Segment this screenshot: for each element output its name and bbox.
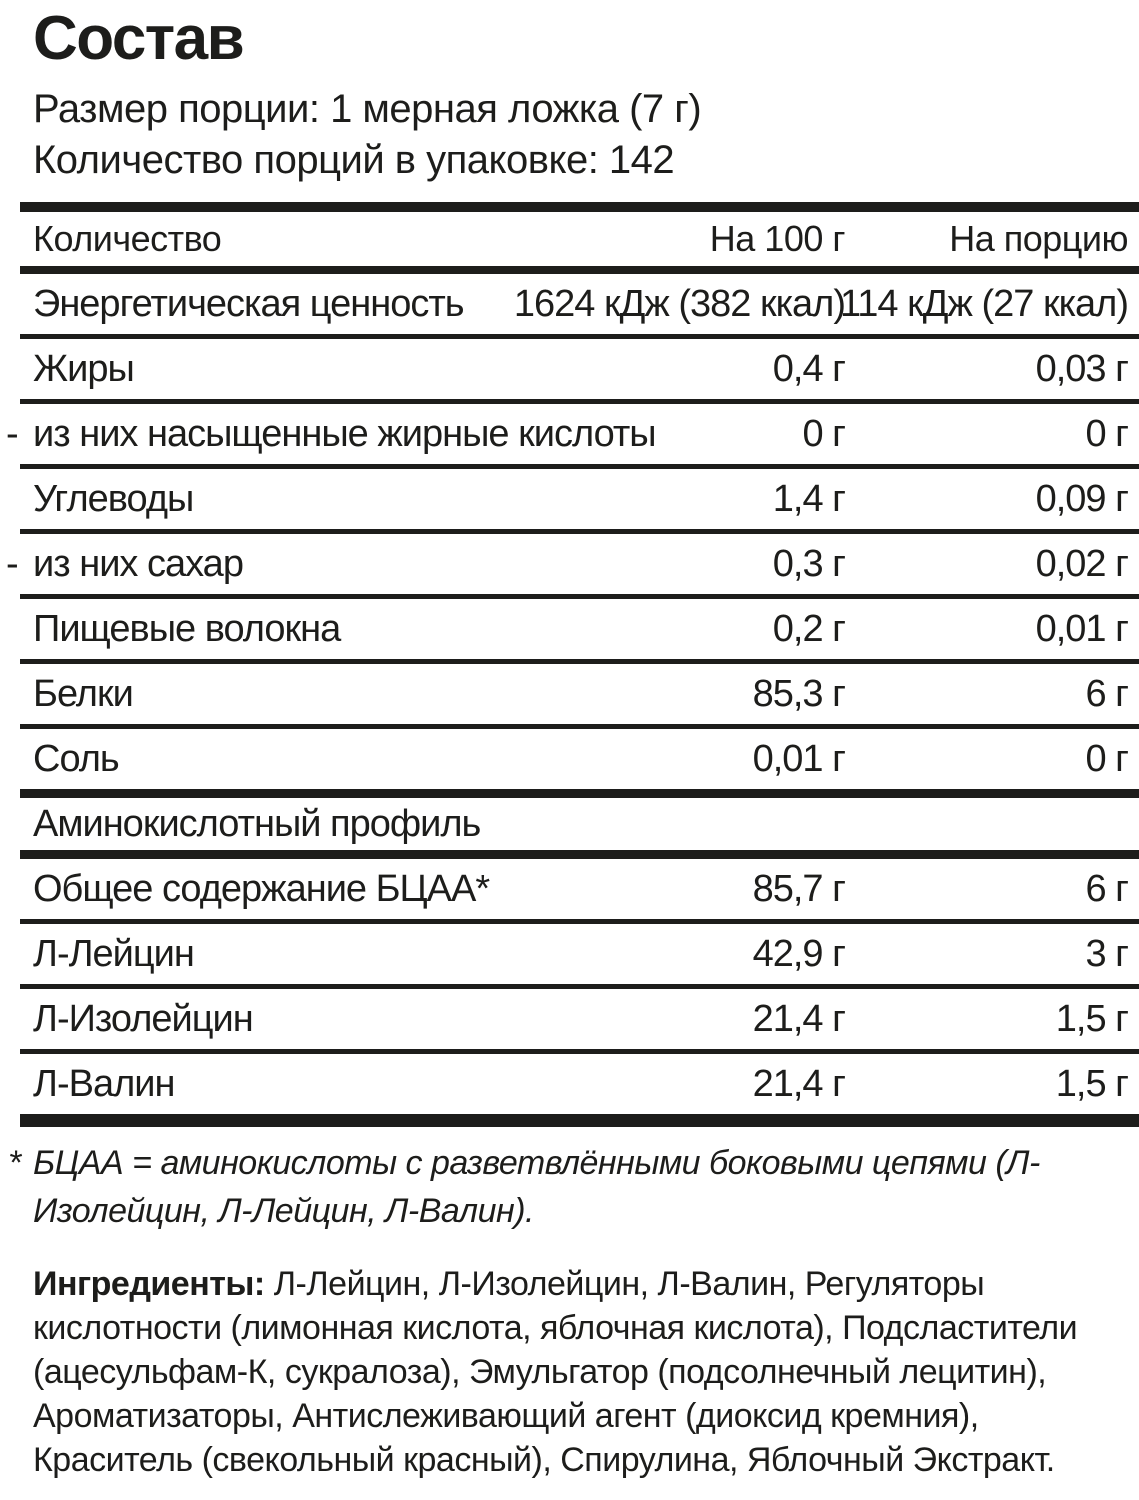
- row-value-per-serving: 6 г: [1085, 672, 1128, 715]
- table-row-valine: [20, 1049, 1139, 1114]
- table-row-protein: [20, 659, 1139, 724]
- table-row-leucine: [20, 919, 1139, 984]
- column-header-per-serving: На порцию: [949, 218, 1128, 260]
- table-row-saturated-fat: [6, 399, 1139, 464]
- serving-size-line: Размер порции: 1 мерная ложка (7 г): [33, 87, 702, 131]
- row-dash-prefix: -: [6, 542, 18, 585]
- ingredients-label: Ингредиенты:: [33, 1264, 265, 1303]
- row-label: Пищевые волокна: [33, 607, 341, 650]
- row-label: Л-Лейцин: [33, 932, 194, 975]
- row-value-per-serving: 1,5 г: [1055, 1062, 1128, 1105]
- column-header-amount: Количество: [33, 218, 222, 260]
- row-value-per-serving: 3 г: [1085, 932, 1128, 975]
- row-label: Энергетическая ценность: [33, 282, 464, 325]
- row-value-per-100g: 0,3 г: [772, 542, 845, 585]
- footnote-text: БЦАА = аминокислоты с разветвлёнными боковыми цепями (Л-Изолейцин, Л-Лейцин, Л-Валин).: [33, 1144, 1040, 1230]
- row-label: из них насыщенные жирные кислоты: [33, 412, 656, 455]
- row-value-per-serving: 6 г: [1085, 867, 1128, 910]
- row-value-per-100g: 0,01 г: [752, 737, 845, 780]
- row-value-per-100g: 0,2 г: [772, 607, 845, 650]
- row-value-per-100g: 1,4 г: [772, 477, 845, 520]
- row-label: Л-Изолейцин: [33, 997, 253, 1040]
- row-label: Углеводы: [33, 477, 194, 520]
- table-row-carbohydrates: [20, 464, 1139, 529]
- row-dash-prefix: -: [6, 412, 18, 455]
- row-label: Соль: [33, 737, 119, 780]
- row-label: из них сахар: [33, 542, 243, 585]
- section-header-label: Аминокислотный профиль: [33, 802, 481, 845]
- row-label: Л-Валин: [33, 1062, 175, 1105]
- footnote: [8, 1140, 1119, 1235]
- page-title: Состав: [33, 4, 244, 73]
- row-label: Белки: [33, 672, 133, 715]
- row-value-per-serving: 0 г: [1085, 412, 1128, 455]
- row-value-per-serving: 1,5 г: [1055, 997, 1128, 1040]
- table-row-isoleucine: [20, 984, 1139, 1049]
- row-value-per-serving: 0 г: [1085, 737, 1128, 780]
- section-header-row: [20, 789, 1139, 859]
- nutrition-table: [6, 202, 1139, 1127]
- table-row-sugar: [6, 529, 1139, 594]
- row-value-per-100g: 21,4 г: [752, 1062, 845, 1105]
- table-row-fiber: [20, 594, 1139, 659]
- ingredients-paragraph: [33, 1262, 1127, 1483]
- column-header-per-100g: На 100 г: [709, 218, 845, 260]
- row-value-per-100g: 1624 кДж (382 ккал): [513, 282, 845, 325]
- table-row-fat: [20, 334, 1139, 399]
- servings-count-line: Количество порций в упаковке: 142: [33, 138, 675, 183]
- row-label: Жиры: [33, 347, 134, 390]
- row-value-per-serving: 0,01 г: [1035, 607, 1128, 650]
- serving-info: [33, 84, 1139, 186]
- row-value-per-serving: 0,02 г: [1035, 542, 1128, 585]
- row-value-per-100g: 21,4 г: [752, 997, 845, 1040]
- row-value-per-100g: 85,7 г: [752, 867, 845, 910]
- table-row-energy: [20, 274, 1139, 334]
- table-row-total-bcaa: [20, 859, 1139, 919]
- footnote-marker: *: [8, 1144, 21, 1183]
- row-label: Общее содержание БЦАА*: [33, 867, 490, 910]
- table-header-row: [20, 212, 1139, 274]
- row-value-per-100g: 42,9 г: [752, 932, 845, 975]
- row-value-per-100g: 0 г: [802, 412, 845, 455]
- row-value-per-100g: 85,3 г: [752, 672, 845, 715]
- row-value-per-serving: 114 кДж (27 ккал): [839, 282, 1128, 325]
- table-row-salt: [20, 724, 1139, 789]
- ingredients-text: Л-Лейцин, Л-Изолейцин, Л-Валин, Регуляторы кислотности (лимонная кислота, яблочная кислота), Подсластители (ацесульфам-К, сукралоза), Эмульгатор (подсолнечный лецитин), Ароматизаторы, Антислеживающий агент (диоксид кремния), Краситель (свекольный красный), Спирулина, Яблочный Экстракт.: [33, 1264, 1078, 1480]
- row-value-per-serving: 0,03 г: [1035, 347, 1128, 390]
- row-value-per-serving: 0,09 г: [1035, 477, 1128, 520]
- row-value-per-100g: 0,4 г: [772, 347, 845, 390]
